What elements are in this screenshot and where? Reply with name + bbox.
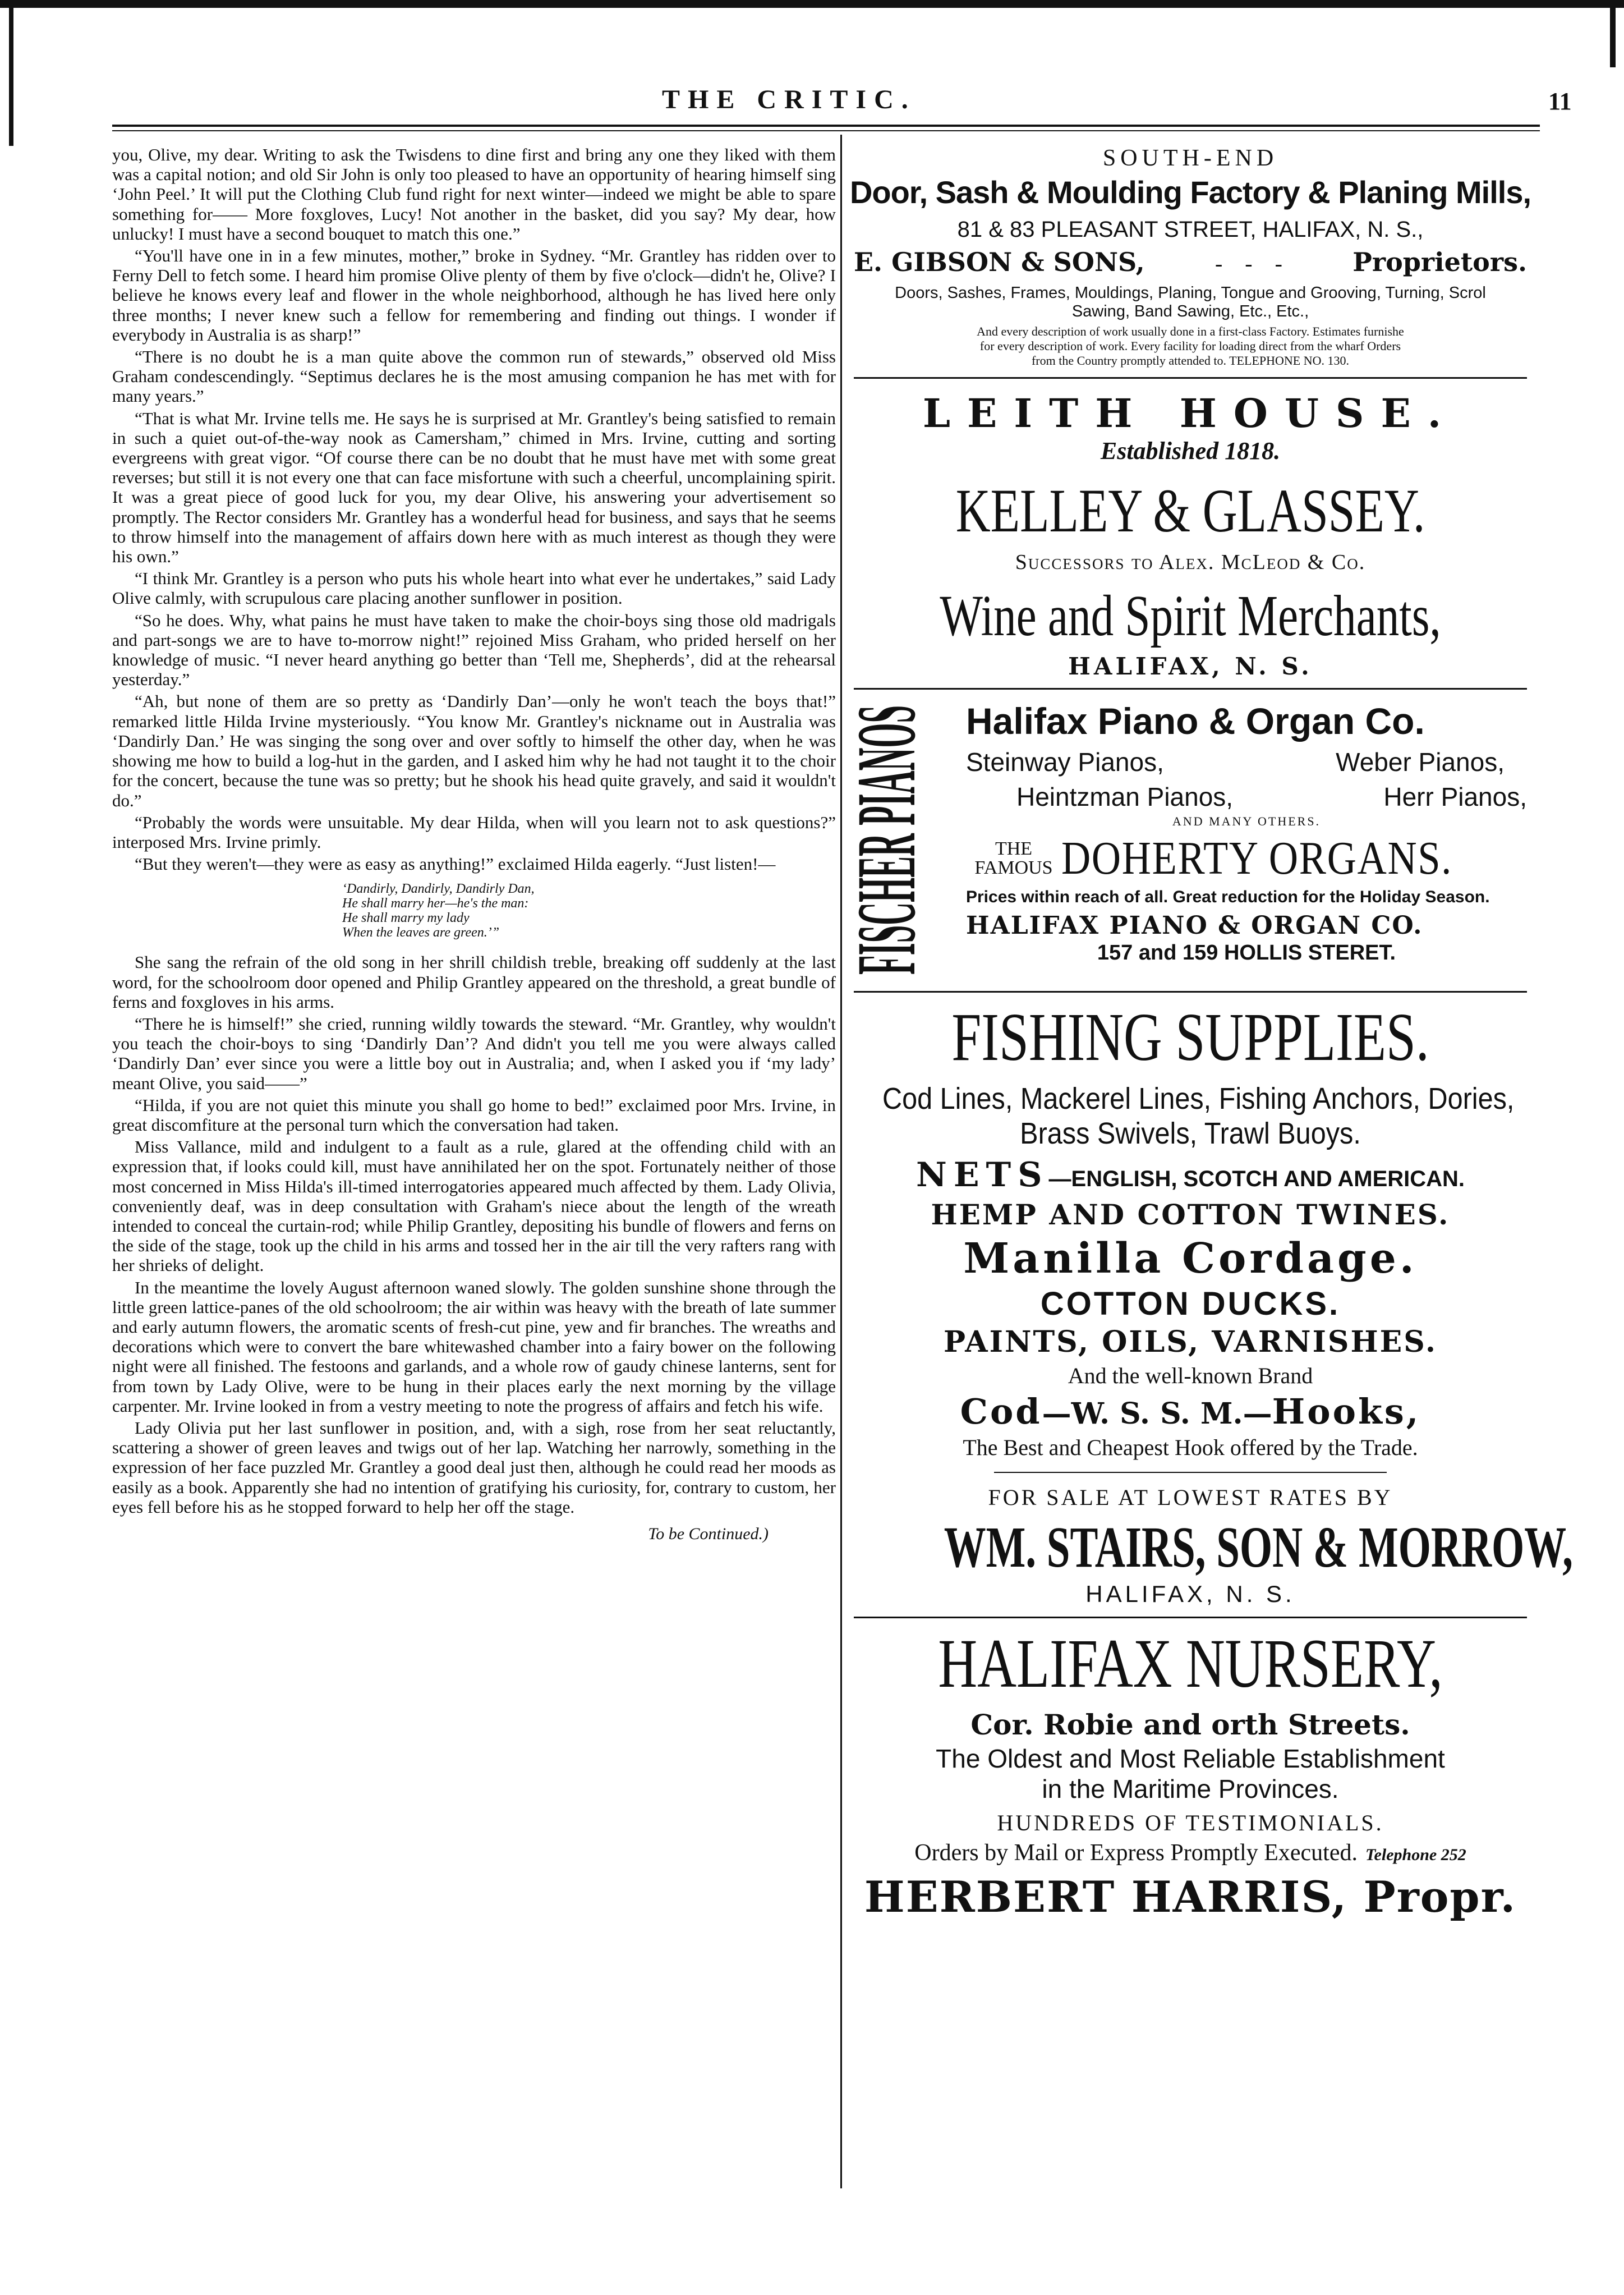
piano-company-title: Halifax Piano & Organ Co. (966, 700, 1425, 742)
leith-established: Established 1818. (1100, 437, 1281, 465)
ad-separator (854, 991, 1527, 993)
leith-firm: KELLEY & GLASSEY. (955, 476, 1425, 545)
southend-address: 81 & 83 PLEASANT STREET, HALIFAX, N. S., (957, 217, 1424, 242)
article-paragraph: Lady Olivia put her last sunflower in position, and, with a sigh, rose from her seat reluctantly, scattering a shower of green leaves and twigs out of her lap. Watching her narrowly, something in the expression of her face puzzled Mr. Grantley a good deal just then, although he could read her moods as easily as a book. Apparently she had no intention of gratifying his curiosity, for, contrary to custom, her eyes fell before his as he stopped forward to help her off the stage. (112, 1417, 836, 1517)
header-rule (112, 125, 1540, 127)
page-header-title: THE CRITIC. (662, 85, 916, 114)
article-paragraph: She sang the refrain of the old song in her shrill childish treble, breaking off suddenly at the last word, for the schoolroom door opened and Philip Grantley appeared on the threshold, a great bundle of ferns and foxgloves in his arms. (112, 952, 836, 1012)
fishing-supplies-ad (848, 998, 1574, 1608)
leith-successors: Successors to Alex. McLeod & Co. (1015, 550, 1366, 574)
southend-fineprint: And every description of work usually done in a first-class Factory. Estimates furnishe (977, 324, 1404, 338)
doherty-the: THE (995, 838, 1033, 859)
halifax-nursery-ad (848, 1624, 1533, 1922)
ad-separator (854, 377, 1527, 379)
fishing-title: FISHING SUPPLIES. (951, 999, 1429, 1075)
nursery-corner: Cor. Robie and orth Streets. (970, 1708, 1410, 1741)
leith-title: LEITH HOUSE. (922, 390, 1459, 437)
fischer-pianos-badge (840, 261, 959, 980)
southend-title: SOUTH-END (1102, 145, 1278, 171)
leith-trade: Wine and Spirit Merchants, (940, 584, 1441, 648)
verse-line: He shall marry my lady (342, 911, 470, 926)
fishing-brand: And the well-known Brand (1068, 1363, 1313, 1388)
piano-address: 157 and 159 HOLLIS STERET. (1097, 941, 1396, 965)
piano-prices: Prices within reach of all. Great reduction for the Holiday Season. (966, 888, 1490, 906)
fishing-city: HALIFAX, N. S. (1085, 1581, 1295, 1607)
article-paragraph: “Hilda, if you are not quiet this minute you shall go home to bed!” exclaimed poor Mrs. Irvine, in great discomfiture at the personal turn which the conversation had taken. (112, 1095, 836, 1135)
nursery-oldest-2: in the Maritime Provinces. (1042, 1774, 1339, 1803)
verse-line: He shall marry her—he's the man: (342, 896, 529, 911)
nursery-telephone: Telephone 252 (1365, 1846, 1466, 1864)
article-paragraph: Miss Vallance, mild and indulgent to a fault as a rule, glared at the offending child with an expression that, if looks could kill, must have annihilated her on the spot. Fortunately neither of those most concerned in Miss Hilda's ill-timed interrogatories appeared much affected by them. Lady Olivia, conveniently deaf, was in deep consultation with Graham's niece about the length of the wreath intended to conceal the curtain-rod; while Philip Grantley, depositing his bundle of flowers and ferns on the side of the stage, took up the child in his arms and tossed her in the air till the very rafters rang with her shrieks of delight. (112, 1137, 836, 1275)
southend-fineprint: from the Country promptly attended to. TELEPHONE NO. 130. (1031, 354, 1350, 368)
nursery-owner: HERBERT HARRIS, Propr. (864, 1872, 1517, 1922)
doherty-famous: FAMOUS (974, 857, 1053, 878)
piano-others: AND MANY OTHERS. (1172, 814, 1321, 828)
article-paragraph: “There is no doubt he is a man quite above the common run of stewards,” observed old Miss Graham condescendingly. “Septimus declares he is the most amusing companion he has met with for many years.” (112, 347, 836, 406)
fishing-sale: FOR SALE AT LOWEST RATES BY (988, 1485, 1393, 1510)
article-column (112, 145, 836, 2198)
left-edge-mark (9, 0, 13, 146)
piano-brand: Herr Pianos, (1383, 782, 1527, 811)
article-paragraph: “I think Mr. Grantley is a person who puts his whole heart into what ever he undertakes,” said Lady Olive calmly, with scrupulous care placing another sunflower in position. (112, 568, 836, 608)
article-paragraph: “You'll have one in in a few minutes, mother,” broke in Sydney. “Mr. Grantley has ridden over to Ferny Dell to fetch some. I heard him promise Olive plenty of them by five o'clock—didn't he, Olive? I believe he knows every leaf and flower in the whole neighborhood, although he has lived here only three months; I never knew such a fellow for remembering and finding out things. I wonder if everybody in Australia is as sharp!” (112, 246, 836, 345)
fishing-best: The Best and Cheapest Hook offered by the Trade. (963, 1435, 1418, 1460)
article-paragraph: “That is what Mr. Irvine tells me. He says he is surprised at Mr. Grantley's being satisfied to remain in such a quiet out-of-the-way nook as Camersham,” chimed in Mrs. Irvine, cutting and sorting evergreens with great vigor. “Of course there can be no doubt that he must have met with some great reverses; but still it is not every one that can face misfortune with such a cheerful, uncomplaining spirit. It was a great piece of good luck for you, my dear Olive, his answering your advertisement so promptly. The Rector considers Mr. Grantley has a wonderful head for business, and says that he seems to throw himself into the management of affairs down here with as much interest as though they were his own.” (112, 408, 836, 567)
verse-line: ‘Dandirly, Dandirly, Dandirly Dan, (342, 882, 535, 897)
leith-city: HALIFAX, N. S. (1068, 653, 1313, 680)
nursery-testimonials: HUNDREDS OF TESTIMONIALS. (997, 1810, 1384, 1835)
fischer-side-text: FISCHER PIANOS (840, 261, 933, 975)
hooks-cod: Cod (960, 1391, 1042, 1432)
southend-services: Doors, Sashes, Frames, Mouldings, Planing, Tongue and Grooving, Turning, Scrol (895, 284, 1486, 302)
fishing-nets-origin: —ENGLISH, SCOTCH AND AMERICAN. (1048, 1167, 1465, 1191)
piano-brand: Weber Pianos, (1336, 747, 1505, 777)
fishing-twines: HEMP AND COTTON TWINES. (931, 1198, 1450, 1231)
nursery-title: HALIFAX NURSERY, (938, 1625, 1443, 1702)
southend-dashes: - - - (1214, 251, 1282, 276)
advertisements-column (840, 145, 1574, 2210)
fishing-nets: NETS (915, 1155, 1049, 1195)
article-paragraph: “Ah, but none of them are so pretty as ‘Dandirly Dan’—only he won't teach the boys that!” remarked little Hilda Irvine mysteriously. “You know Mr. Grantley's nickname out in Australia was ‘Dandirly Dan.’ He was singing the song over and over softly to himself the other day, when he was showing me how to build a log-hut in the garden, and I asked him why he had not taught it to the choir for the concert, because the tune was so pretty; but he shook his head quite gravely, and said it wouldn't do.” (112, 691, 836, 810)
southend-ad (848, 145, 1533, 368)
article-paragraph: “Probably the words were unsuitable. My dear Hilda, when will you learn not to ask questions?” interposed Mrs. Irvine primly. (112, 812, 836, 852)
verse-line: When the leaves are green.’” (342, 925, 500, 940)
article-paragraph: “There he is himself!” she cried, running wildly towards the steward. “Mr. Grantley, why wouldn't you teach the choir-boys to sing ‘Dandirly Dan’? And didn't you tell me you were always called ‘Dandirly Dan’ ever since you were a little boy out in Australia; and, when I asked you if ‘my lady’ meant Olive, you said——” (112, 1013, 836, 1093)
article-paragraph: “But they weren't—they were as easy as anything!” exclaimed Hilda eagerly. “Just listen!— (135, 854, 776, 874)
piano-brand: Steinway Pianos, (966, 747, 1164, 777)
ad-inner-rule (994, 1472, 1387, 1473)
header-rule-thin (112, 130, 1540, 131)
to-be-continued: To be Continued.) (648, 1525, 769, 1543)
column-divider (840, 135, 842, 2188)
piano-company-footer: HALIFAX PIANO & ORGAN CO. (966, 911, 1423, 940)
fischer-pianos-graphic (840, 261, 959, 980)
nursery-oldest: The Oldest and Most Reliable Establishment (936, 1744, 1445, 1773)
southend-name: Door, Sash & Moulding Factory & Planing Mills, (849, 175, 1531, 210)
right-edge-mark (1610, 0, 1616, 67)
hooks-wssm: —W. S. S. M.— (1042, 1397, 1272, 1431)
southend-owners: E. GIBSON & SONS, (854, 247, 1145, 277)
southend-fineprint: for every description of work. Every facility for loading direct from the wharf Orders (979, 339, 1401, 353)
article-paragraph: In the meantime the lovely August afternoon waned slowly. The golden sunshine shone through the little green lattice-panes of the old schoolroom; the air within was heavy with the breath of late summer and early autumn flowers, the aromatic scents of fresh-cut pine, yew and fir branches. The wreaths and decorations which were to convert the bare whitewashed chamber into a fairy bower on the following night were all finished. The festoons and garlands, and a whole row of gaudy chinese lanterns, sent for from town by Lady Olive, were to be hung in their places early the next morning by the village carpenter. Mr. Irvine looked in from a vestry meeting to note the progress of affairs and fetch his wife. (112, 1277, 836, 1416)
fishing-seller: WM. STAIRS, SON & MORROW, (944, 1515, 1574, 1580)
ad-separator (854, 688, 1527, 690)
top-border (0, 0, 1624, 8)
leith-house-ad (848, 390, 1533, 680)
page-number: 11 (1548, 88, 1572, 115)
fishing-ducks: COTTON DUCKS. (1040, 1286, 1341, 1322)
article-paragraph: “So he does. Why, what pains he must have taken to make the choir-boys sing those old madrigals and part-songs we are to have to-morrow night!” rejoined Miss Graham, who prided herself on her knowledge of music. “I never heard anything go better than ‘Tell me, Shepherds’, did at the rehearsal yesterday.” (112, 610, 836, 690)
article-paragraph: you, Olive, my dear. Writing to ask the Twisdens to dine first and bring any one they liked with them was a capital notion; and old Sir John is only too pleased to have an opportunity of hearing himself sing ‘John Peel.’ It will put the Clothing Club fund right for next winter—indeed we might be able to spare something for—— More foxgloves, Lucy! Not another in the basket, did you say? My dear, how unlucky! I must have a second bouquet to match this one.” (112, 145, 836, 244)
fishing-items-2: Brass Swivels, Trawl Buoys. (1020, 1117, 1361, 1150)
fishing-items: Cod Lines, Mackerel Lines, Fishing Anchors, Dories, (882, 1082, 1515, 1116)
fishing-manilla: Manilla Cordage. (963, 1234, 1418, 1283)
nursery-orders: Orders by Mail or Express Promptly Executed. (914, 1840, 1358, 1866)
song-verse (342, 882, 836, 940)
fishing-paints: PAINTS, OILS, VARNISHES. (943, 1325, 1438, 1359)
southend-role: Proprietors. (1352, 247, 1527, 277)
hooks-label: Hooks, (1272, 1391, 1421, 1432)
doherty-organs: DOHERTY ORGANS. (1061, 832, 1453, 884)
ad-separator (854, 1617, 1527, 1618)
piano-brand: Heintzman Pianos, (1016, 782, 1234, 811)
southend-services-2: Sawing, Band Sawing, Etc., Etc., (1071, 302, 1309, 320)
